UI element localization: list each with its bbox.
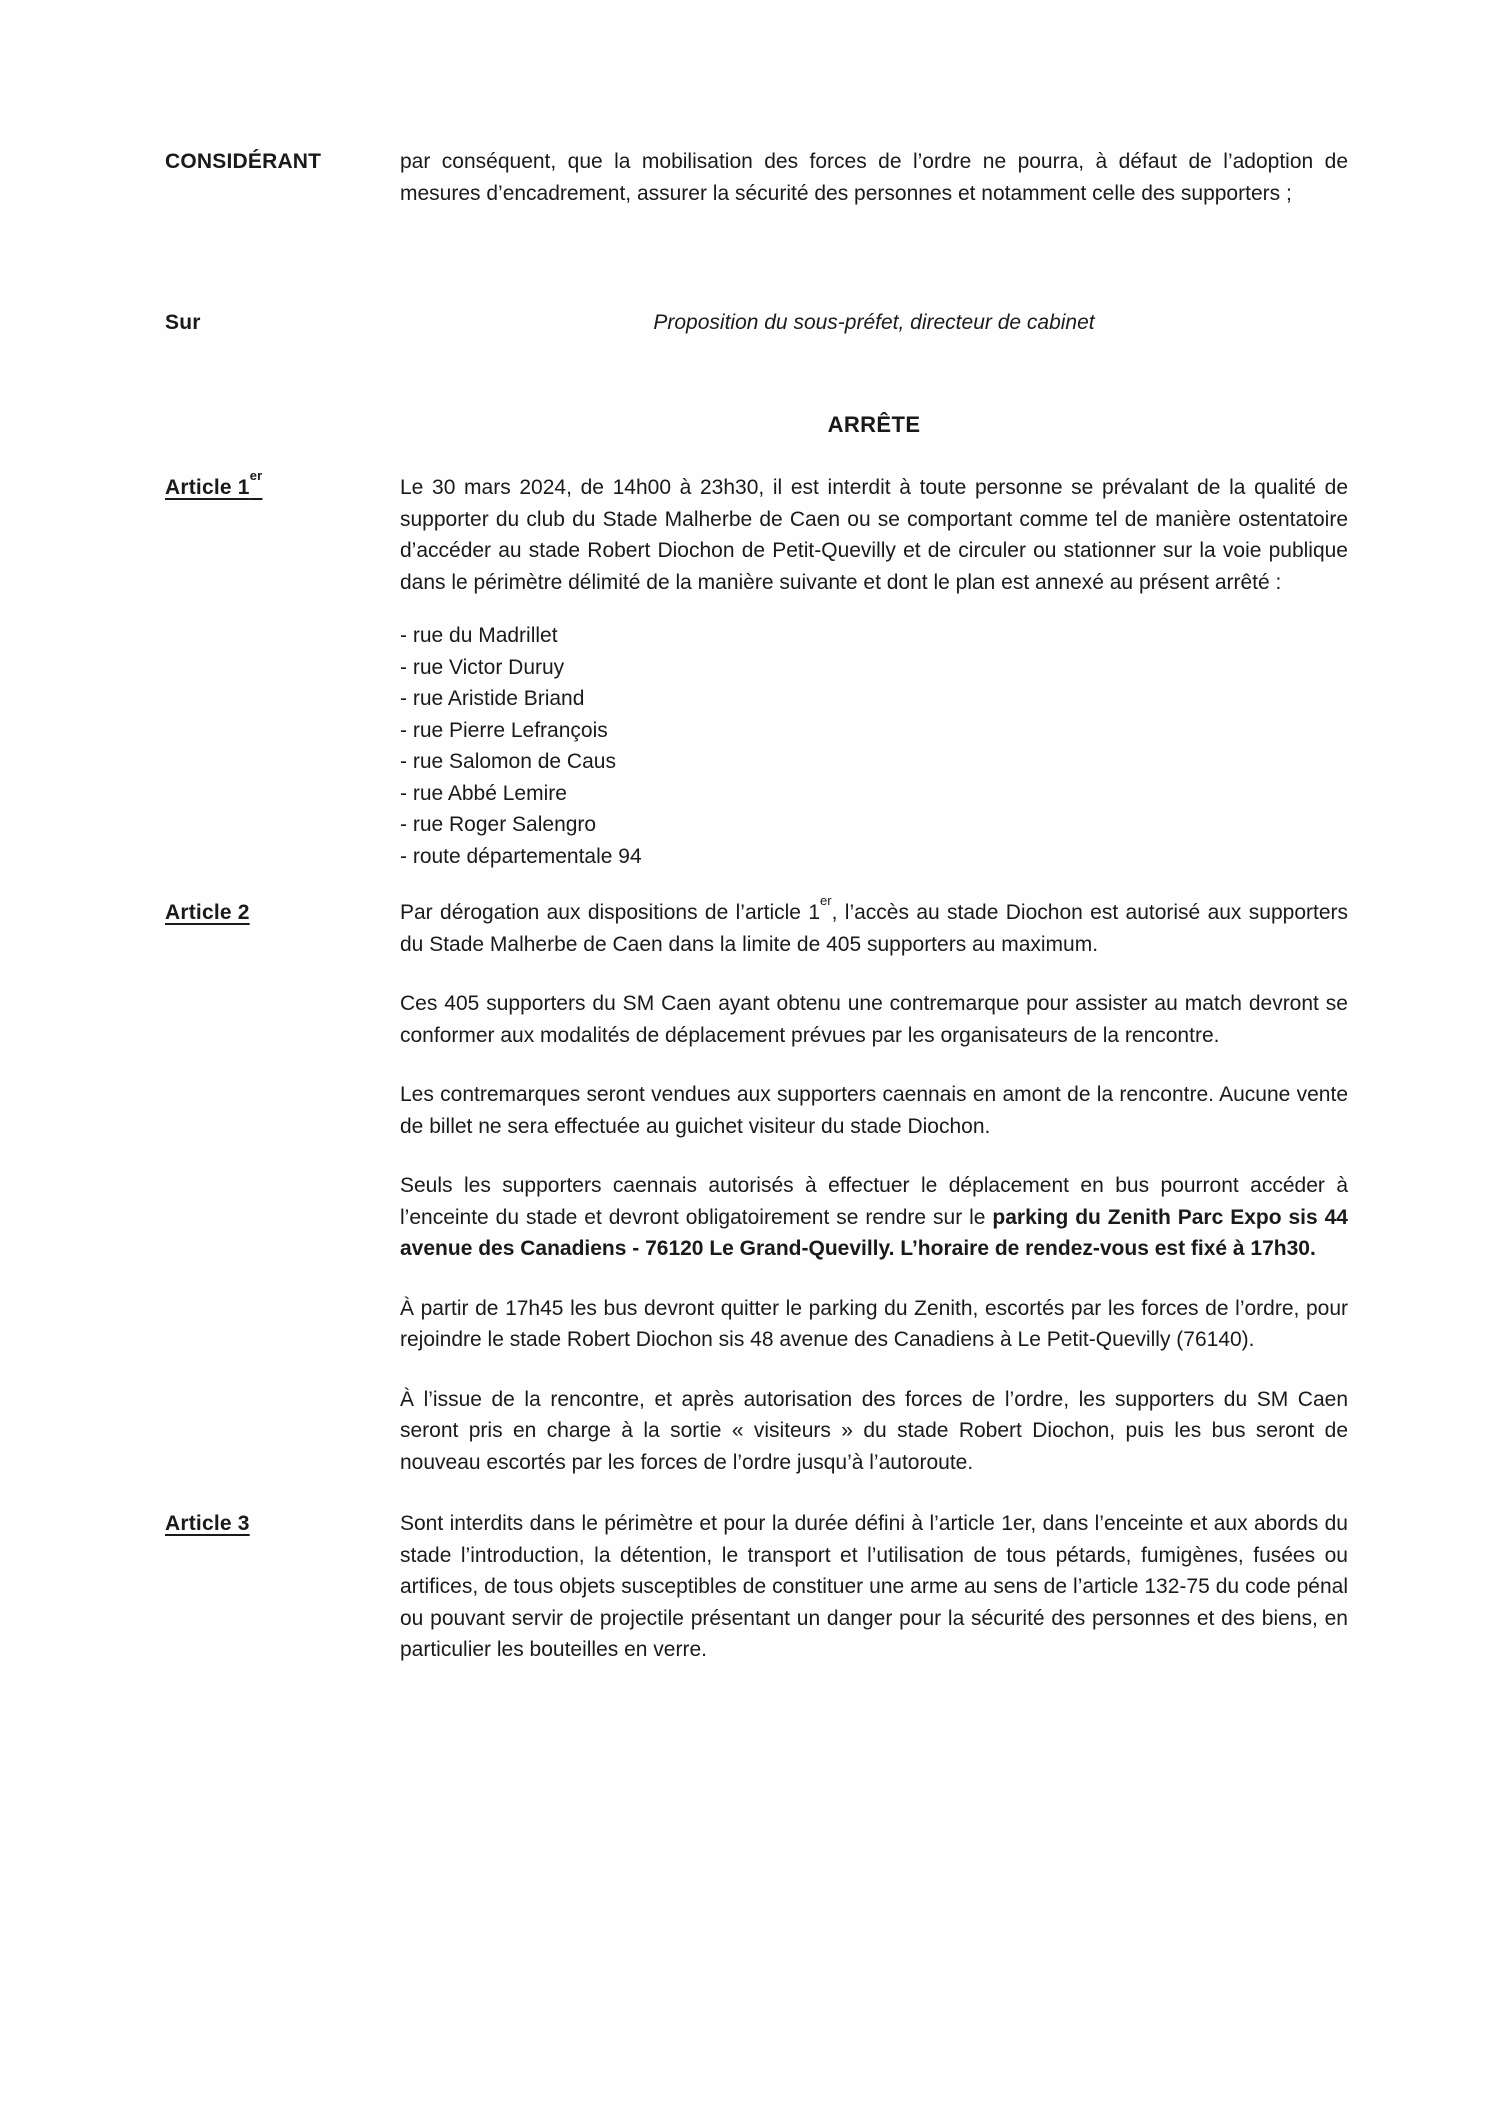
sur-label: Sur bbox=[165, 311, 201, 334]
article-1-label bbox=[165, 468, 263, 499]
considerant-text: par conséquent, que la mobilisation des forces de l’ordre ne pourra, à défaut de l’adoption de mesures d’encadrement, assurer la sécurité des personnes et notamment celle des supporters ; bbox=[400, 150, 1348, 205]
article-2-paragraph-3: Les contremarques seront vendues aux supporters caennais en amont de la rencontre. Aucune vente de billet ne sera effectuée au guichet visiteur du stade Diochon. bbox=[400, 1083, 1348, 1138]
article-2-paragraph-2: Ces 405 supporters du SM Caen ayant obtenu une contremarque pour assister au match devront se conformer aux modalités de déplacement prévues par les organisateurs de la rencontre. bbox=[400, 992, 1348, 1047]
article-2-paragraph-1 bbox=[400, 893, 1349, 960]
article-2-body bbox=[400, 893, 1349, 1478]
article-2-p1-after: , l’accès au stade Diochon est autorisé aux supporters du Stade Malherbe de Caen dans la limite de 405 supporters au maximum. bbox=[400, 901, 1349, 956]
article-3-label: Article 3 bbox=[165, 1512, 250, 1535]
sur-body bbox=[400, 307, 1348, 339]
article-1-section bbox=[165, 468, 1348, 872]
arrete-heading-body bbox=[400, 409, 1348, 441]
article-2-p1-sup: er bbox=[820, 893, 832, 909]
street-item: - rue Abbé Lemire bbox=[400, 781, 567, 805]
article-2-paragraph-6: À l’issue de la rencontre, et après autorisation des forces de l’ordre, les supporters du SM Caen seront pris en charge à la sortie « visiteurs » du stade Robert Diochon, puis les bus seront de nouveau escortés par les forces de l’ordre jusqu’à l’autoroute. bbox=[400, 1387, 1348, 1474]
article-3-label-cell bbox=[165, 1508, 400, 1540]
article-2-section bbox=[165, 893, 1349, 1478]
considerant-section bbox=[165, 146, 1348, 209]
considerant-body bbox=[400, 146, 1348, 209]
article-2-p4-bold: parking du Zenith Parc Expo sis 44 avenue des Canadiens - 76120 Le Grand-Quevilly. L’horaire de rendez-vous est fixé à 17h30. bbox=[400, 1205, 1348, 1260]
article-1-intro: Le 30 mars 2024, de 14h00 à 23h30, il est interdit à toute personne se prévalant de la qualité de supporter du club du Stade Malherbe de Caen ou se comportant comme tel de manière ostentatoire d’accéder au stade Robert Diochon de Petit-Quevilly et de circuler ou stationner sur la voie publique dans le périmètre délimité de la manière suivante et dont le plan est annexé au présent arrêté : bbox=[400, 476, 1348, 594]
street-item: - rue Salomon de Caus bbox=[400, 750, 616, 773]
article-2-p4-regular: Seuls les supporters caennais autorisés à effectuer le déplacement en bus pourront accéder à l’enceinte du stade et devront obligatoirement se rendre sur le bbox=[400, 1174, 1348, 1229]
article-2-label-cell bbox=[165, 897, 400, 929]
article-3-body bbox=[400, 1508, 1348, 1666]
street-item: - rue Aristide Briand bbox=[400, 687, 585, 710]
street-list bbox=[400, 620, 1348, 872]
article-3-section bbox=[165, 1508, 1348, 1666]
sur-section bbox=[165, 307, 1348, 339]
article-1-label-cell bbox=[165, 468, 400, 504]
article-1-label-sup: er bbox=[249, 468, 263, 484]
street-item: - rue Roger Salengro bbox=[400, 813, 597, 836]
street-item: - rue Pierre Lefrançois bbox=[400, 718, 608, 742]
arrete-heading: ARRÊTE bbox=[827, 411, 921, 437]
article-2-paragraph-4 bbox=[400, 1170, 1348, 1265]
article-2-paragraph-5: À partir de 17h45 les bus devront quitter le parking du Zenith, escortés par les forces de l’ordre, pour rejoindre le stade Robert Diochon sis 48 avenue des Canadiens à Le Petit-Quevilly (76140). bbox=[400, 1296, 1348, 1351]
article-1-label-text: Article 1 bbox=[165, 476, 250, 499]
sur-label-cell bbox=[165, 307, 400, 339]
street-item: - rue du Madrillet bbox=[400, 624, 558, 647]
considerant-label-cell bbox=[165, 146, 400, 178]
article-1-body bbox=[400, 472, 1348, 872]
street-item: - rue Victor Duruy bbox=[400, 655, 565, 679]
article-2-label: Article 2 bbox=[165, 901, 250, 924]
considerant-label: CONSIDÉRANT bbox=[165, 150, 322, 173]
sur-proposition-text: Proposition du sous-préfet, directeur de cabinet bbox=[653, 311, 1095, 334]
street-item: - route départementale 94 bbox=[400, 844, 642, 868]
article-2-p1-before: Par dérogation aux dispositions de l’article 1 bbox=[400, 901, 821, 924]
article-3-paragraph-1: Sont interdits dans le périmètre et pour la durée défini à l’article 1er, dans l’enceinte et aux abords du stade l’introduction, la détention, le transport et l’utilisation de tous pétards, fumigènes, fusées ou artifices, de tous objets susceptibles de constituer une arme au sens de l’article 132-75 du code pénal ou pouvant servir de projectile présentant un danger pour la sécurité des personnes et des biens, en particulier les bouteilles en verre. bbox=[400, 1512, 1348, 1661]
arrete-heading-section bbox=[165, 409, 1348, 441]
